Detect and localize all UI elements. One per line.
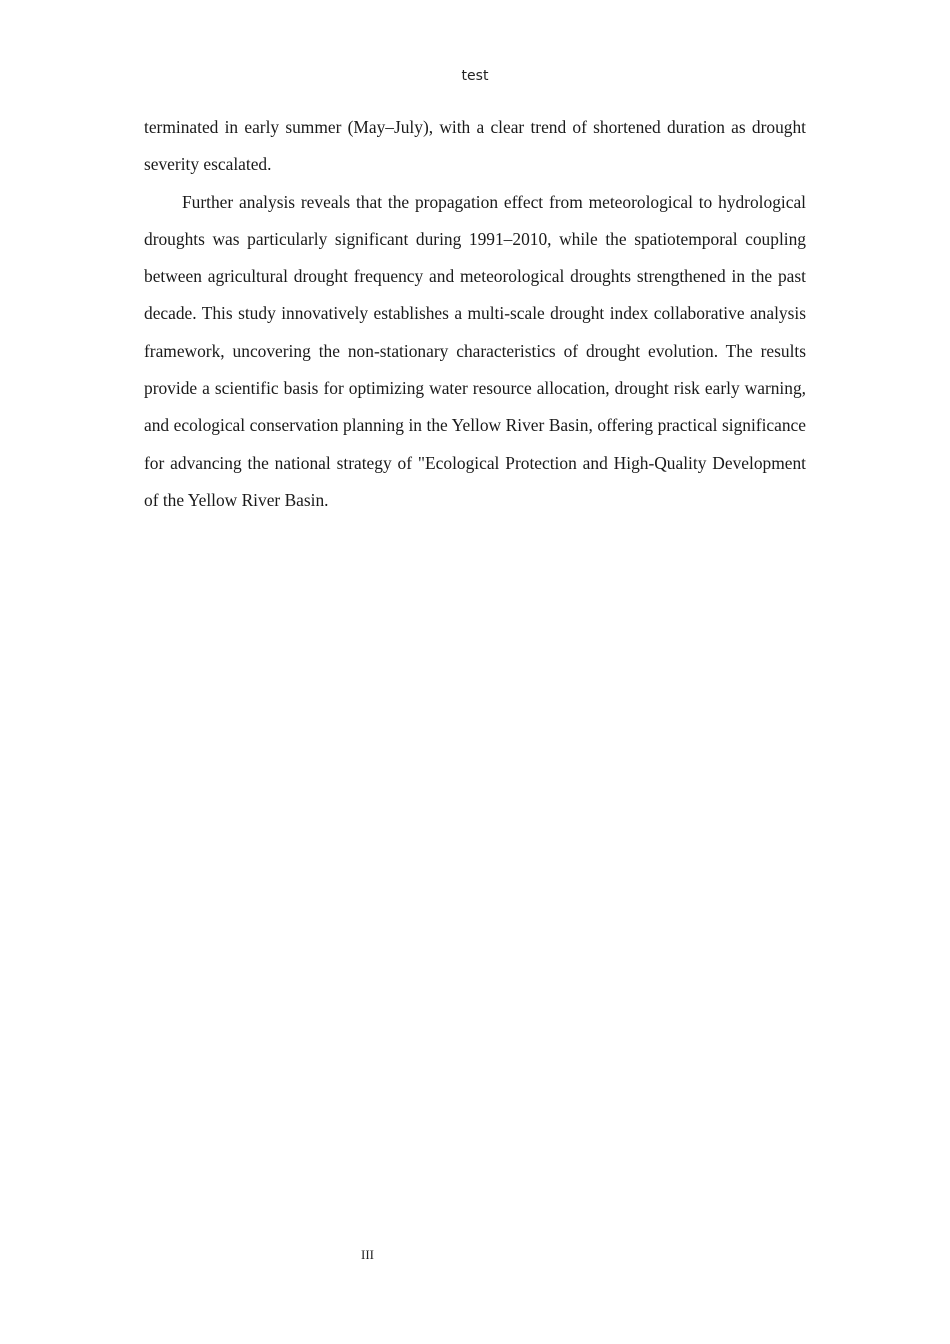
page-number: III [361, 1247, 374, 1262]
body-text [144, 109, 806, 519]
running-header: test [461, 68, 489, 84]
paragraph-continuation: terminated in early summer (May–July), with a clear trend of shortened duration as drought severity escalated. [144, 117, 806, 175]
paragraph-further-analysis: Further analysis reveals that the propagation effect from meteorological to hydrological droughts was particularly significant during 1991–2010, while the spatiotemporal coupling between agricultural drought frequency and meteorological droughts strengthened in the past decade. This study innovatively establishes a multi-scale drought index collaborative analysis framework, uncovering the non-stationary characteristics of drought evolution. The results provide a scientific basis for optimizing water resource allocation, drought risk early warning, and ecological conservation planning in the Yellow River Basin, offering practical significance for advancing the national strategy of "Ecological Protection and High-Quality Development of the Yellow River Basin. [144, 191, 806, 510]
